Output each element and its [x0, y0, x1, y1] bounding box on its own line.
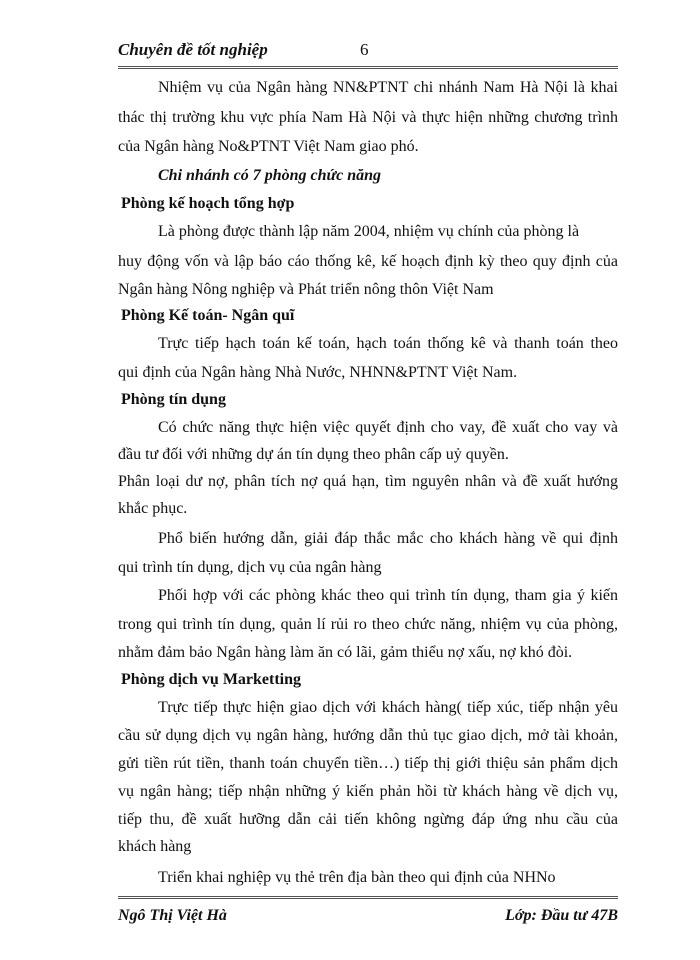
page-number: 6 — [360, 40, 369, 59]
body-line: thác thị trường khu vực phía Nam Hà Nội và thực hiện những chương trình — [118, 109, 618, 126]
body-line: khách hàng — [118, 838, 192, 855]
body-line: Là phòng được thành lập năm 2004, nhiệm vụ chính của phòng là — [158, 223, 580, 240]
body-line: khắc phục. — [118, 500, 188, 517]
page-footer — [118, 896, 618, 935]
section-heading: Phòng tín dụng — [121, 391, 226, 408]
section-heading: Phòng Kế toán- Ngân quĩ — [121, 307, 295, 324]
class-label: Lớp: Đầu tư 47B — [505, 907, 618, 924]
body-line: nhằm đảm bảo Ngân hàng làm ăn có lãi, gảm thiểu nợ xấu, nợ khó đòi. — [118, 644, 573, 661]
body-line: đầu tư đối với những dự án tín dụng theo phân cấp uỷ quyền. — [118, 446, 509, 463]
page-header — [118, 38, 618, 69]
document-title: Chuyên đề tốt nghiệp — [118, 40, 268, 59]
section-heading: Phòng kế hoạch tổng hợp — [121, 195, 295, 212]
body-line: qui định của Ngân hàng Nhà Nước, NHNN&PTNT Việt Nam. — [118, 364, 518, 381]
section-heading: Phòng dịch vụ Marketting — [121, 671, 302, 688]
body-line: qui trình tín dụng, dịch vụ của ngân hàng — [118, 559, 382, 576]
body-line: huy động vốn và lập báo cáo thống kê, kế hoạch định kỳ theo quy định của — [118, 253, 618, 270]
section-heading: Chi nhánh có 7 phòng chức năng — [158, 167, 381, 184]
body-line: gửi tiền rút tiền, thanh toán chuyển tiền…) tiếp thị giới thiệu sản phẩm dịch — [118, 755, 618, 772]
body-line: trong qui trình tín dụng, quản lí rủi ro theo chức năng, nhiệm vụ của phòng, — [118, 616, 618, 633]
body-line: Nhiệm vụ của Ngân hàng NN&PTNT chi nhánh Nam Hà Nội là khai — [158, 79, 618, 96]
author-name: Ngô Thị Việt Hà — [118, 907, 227, 924]
body-line: tiếp thu, đề xuất hưỡng dẫn cải tiến không ngừng đáp ứng nhu cầu của — [118, 811, 618, 828]
body-line: Trực tiếp thực hiện giao dịch với khách hàng( tiếp xúc, tiếp nhận yêu — [158, 699, 618, 716]
body-line: của Ngân hàng No&PTNT Việt Nam giao phó. — [118, 138, 419, 155]
body-line: Trực tiếp hạch toán kế toán, hạch toán thống kê và thanh toán theo — [158, 335, 618, 352]
body-line: cầu sử dụng dịch vụ ngân hàng, hướng dẫn thủ tục giao dịch, mở tài khoản, — [118, 727, 618, 744]
body-line: vụ ngân hàng; tiếp nhận những ý kiến phản hồi từ khách hàng về dịch vụ, — [118, 783, 618, 800]
body-line: Có chức năng thực hiện việc quyết định cho vay, đề xuất cho vay và — [158, 419, 618, 436]
body-line: Triển khai nghiệp vụ thẻ trên địa bàn theo qui định của NHNo — [158, 869, 556, 886]
body-line: Phổ biến hướng dẫn, giải đáp thắc mắc cho khách hàng về qui định — [158, 530, 618, 547]
body-line: Phối hợp với các phòng khác theo qui trình tín dụng, tham gia ý kiến — [158, 587, 618, 604]
body-line: Phân loại dư nợ, phân tích nợ quá hạn, tìm nguyên nhân và đề xuất hướng — [118, 473, 618, 490]
body-line: Ngân hàng Nông nghiệp và Phát triển nông thôn Việt Nam — [118, 281, 494, 298]
